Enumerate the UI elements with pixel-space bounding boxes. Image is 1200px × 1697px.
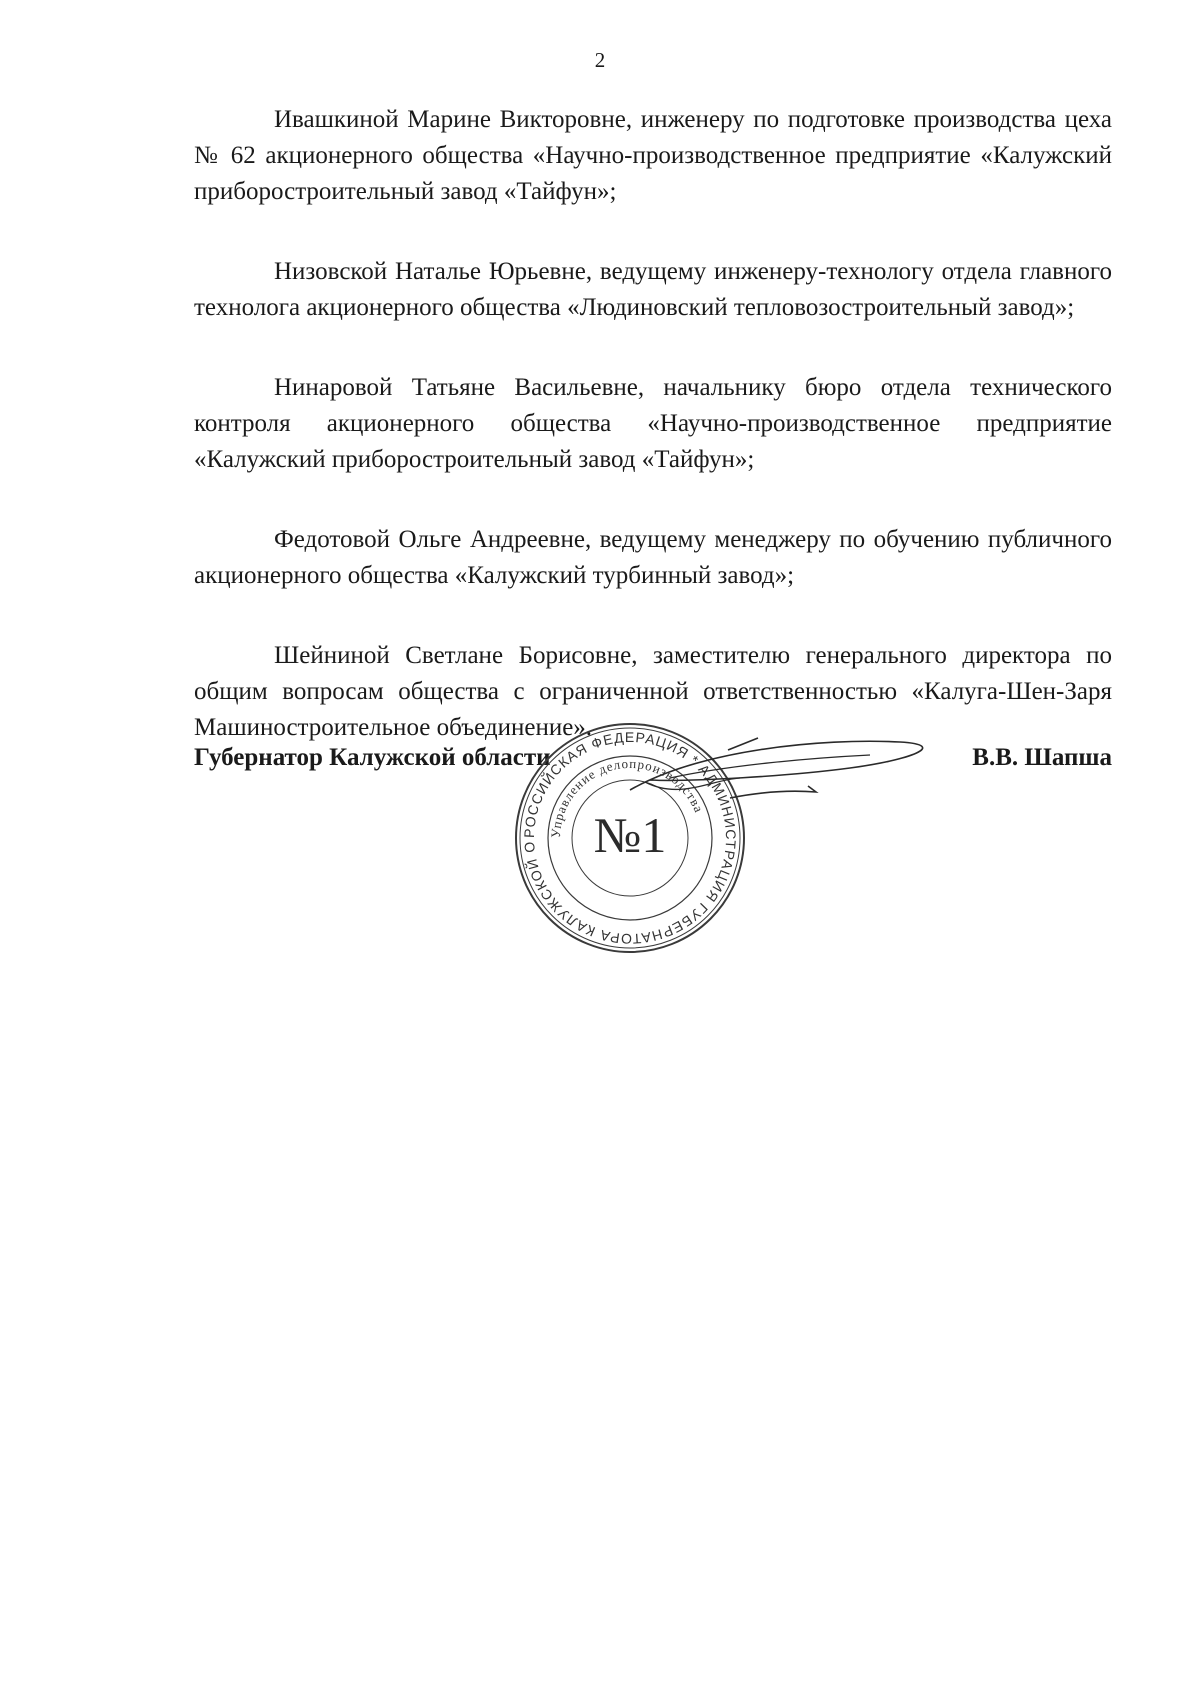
paragraph-ninarova: Нинаровой Татьяне Васильевне, начальнику бюро отдела технического контроля акционерного общества «Научно-производственное предприятие «Калужский приборостроительный завод «Тайфун»;	[194, 374, 1112, 473]
paragraph-nizovskaya: Низовской Наталье Юрьевне, ведущему инженеру-технологу отдела главного технолога акционерного общества «Людиновский тепловозостроительный завод»;	[194, 258, 1112, 321]
handwritten-signature	[610, 720, 970, 830]
paragraph-fedotova: Федотовой Ольге Андреевне, ведущему менеджеру по обучению публичного акционерного общества «Калужский турбинный завод»;	[194, 526, 1112, 589]
paragraph-ivashkina: Ивашкиной Марине Викторовне, инженеру по подготовке производства цеха № 62 акционерного общества «Научно-производственное предприятие «Калужский приборостроительный завод «Тайфун»;	[194, 106, 1112, 205]
page-number: 2	[594, 48, 606, 72]
stamp-outer-text: РОССИЙСКАЯ ФЕДЕРАЦИЯ * АДМИНИСТРАЦИЯ ГУБЕРНАТОРА КАЛУЖСКОЙ О	[520, 728, 740, 948]
stamp-number: №1	[593, 807, 667, 863]
signature-scribble-icon	[610, 720, 970, 830]
signatory-position: Губернатор Калужской области	[194, 744, 551, 771]
document-body	[194, 102, 1112, 790]
paragraph-sheinina: Шейниной Светлане Борисовне, заместителю генерального директора по общим вопросам общества с ограниченной ответственностью «Калуга-Шен-Заря Машиностроительное объединение».	[194, 642, 1112, 741]
signatory-name: В.В. Шапша	[972, 744, 1112, 771]
stamp-inner-text: Управление делопроизводства	[547, 755, 707, 839]
